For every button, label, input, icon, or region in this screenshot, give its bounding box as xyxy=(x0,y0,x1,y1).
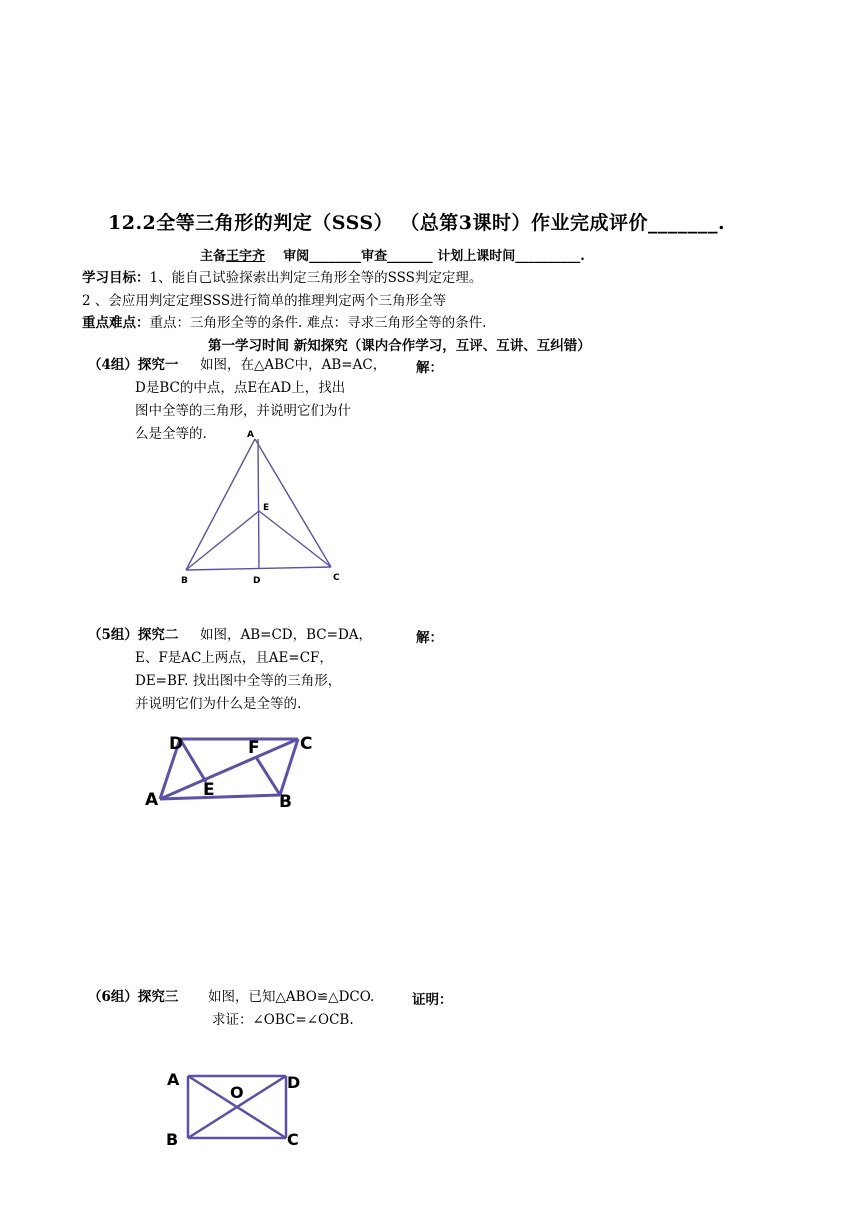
label-b: B xyxy=(181,576,188,586)
review-label: 审阅 xyxy=(283,249,310,264)
problem3-group: （6组）探究三 xyxy=(88,989,179,1005)
plan-blank: __________ xyxy=(515,249,581,264)
problem1-line-2: D是BC的中点，点E在AD上，找出 xyxy=(135,380,346,396)
objectives-line-1 xyxy=(82,266,482,286)
label-a: A xyxy=(167,1070,180,1089)
label-o: O xyxy=(230,1083,244,1102)
label-a: A xyxy=(145,790,159,810)
segment-fb xyxy=(256,757,280,795)
problem2-solution-label: 解： xyxy=(416,630,443,646)
parallelogram-figure xyxy=(140,725,330,815)
segment-de xyxy=(180,739,206,782)
plan-label: 计划上课时间 xyxy=(437,249,516,264)
problem1-line-3: 图中全等的三角形，并说明它们为什 xyxy=(135,403,351,419)
author-label: 主备 xyxy=(200,249,227,264)
segment-ec xyxy=(259,511,331,567)
label-c: C xyxy=(287,1130,299,1146)
rectangle-figure xyxy=(160,1066,310,1146)
label-c: C xyxy=(300,734,313,754)
problem2-line-2: E、F是AC上两点，且AE=CF， xyxy=(135,650,333,666)
meta-end: . xyxy=(580,249,585,264)
check-label: 审查 xyxy=(361,249,388,264)
label-b: B xyxy=(279,792,292,812)
problem3-line-1: 如图，已知△ABO≌△DCO. xyxy=(208,989,375,1005)
label-e: E xyxy=(203,780,215,800)
label-d: D xyxy=(169,734,184,754)
problem1-solution-label: 解： xyxy=(416,360,443,376)
segment-ad xyxy=(258,439,259,569)
key-points-label: 重点难点： xyxy=(82,315,150,331)
problem2-group: （5组）探究二 xyxy=(88,627,179,643)
key-points-line xyxy=(82,311,486,331)
problem2-line-1: 如图，AB=CD，BC=DA， xyxy=(200,627,373,643)
problem1-line-1: 如图，在△ABC中，AB=AC， xyxy=(200,357,387,373)
key-points-text: 重点：三角形全等的条件. 难点：寻求三角形全等的条件. xyxy=(149,315,487,331)
objectives-label: 学习目标： xyxy=(82,270,150,286)
check-blank: _______ xyxy=(387,249,433,264)
triangle-figure xyxy=(175,425,365,590)
label-b: B xyxy=(166,1130,179,1146)
problem3-solution-label: 证明： xyxy=(412,992,453,1008)
label-a: A xyxy=(247,430,254,440)
meta-line xyxy=(200,245,585,264)
problem1-group: （4组）探究一 xyxy=(88,357,179,373)
label-c: C xyxy=(333,573,340,583)
segment-eb xyxy=(186,511,259,570)
segment-ab xyxy=(186,439,255,570)
label-d: D xyxy=(287,1073,301,1092)
page-title: 12.2全等三角形的判定（SSS） （总第3课时）作业完成评价_______. xyxy=(108,212,726,234)
objective-2: 2 、会应用判定定理SSS进行简单的推理判定两个三角形全等 xyxy=(82,293,447,309)
segment-cb xyxy=(280,739,298,795)
problem3-line-2: 求证：∠OBC=∠OCB. xyxy=(212,1012,354,1028)
segment-ab xyxy=(160,795,280,799)
label-f: F xyxy=(248,738,260,758)
problem2-line-4: 并说明它们为什么是全等的. xyxy=(135,696,302,712)
label-e: E xyxy=(263,503,270,513)
problem2-line-3: DE=BF. 找出图中全等的三角形， xyxy=(135,673,342,689)
section-header: 第一学习时间 新知探究（课内合作学习，互评、互讲、互纠错） xyxy=(208,338,591,354)
author-name: 王宇齐 xyxy=(226,249,266,264)
problem1-line-4: 么是全等的. xyxy=(135,426,207,442)
review-blank: ________ xyxy=(309,249,362,264)
label-d: D xyxy=(253,576,261,586)
objective-1: 1、能自己试验探索出判定三角形全等的SSS判定定理。 xyxy=(149,270,483,286)
